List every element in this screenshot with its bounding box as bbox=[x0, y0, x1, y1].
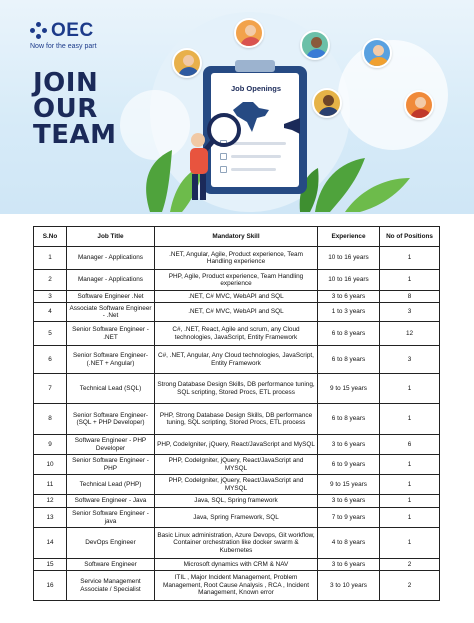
cell-sno: 5 bbox=[34, 322, 67, 346]
cell-sno: 9 bbox=[34, 435, 67, 455]
headline-line-1: JOIN bbox=[33, 68, 99, 98]
table-row bbox=[34, 475, 440, 495]
cell-skill: PHP, CodeIgniter, jQuery, React/JavaScript and MYSQL bbox=[155, 455, 318, 475]
cell-positions: 1 bbox=[380, 508, 440, 528]
cell-job-title: Service Management Associate / Specialist bbox=[67, 571, 155, 601]
cell-sno: 12 bbox=[34, 495, 67, 508]
cell-experience: 1 to 3 years bbox=[318, 303, 380, 322]
cell-experience: 3 to 6 years bbox=[318, 559, 380, 571]
cell-sno: 2 bbox=[34, 270, 67, 291]
avatar-icon bbox=[312, 88, 342, 118]
cell-positions: 1 bbox=[380, 270, 440, 291]
header-job-title: Job Title bbox=[67, 227, 155, 247]
cell-sno: 3 bbox=[34, 291, 67, 303]
cell-skill: C#, .NET, React, Agile and scrum, any Cloud technologies, JavaScript, Entity Framework bbox=[155, 322, 318, 346]
cell-sno: 8 bbox=[34, 404, 67, 435]
megaphone-icon bbox=[282, 118, 302, 134]
cell-job-title: Senior Software Engineer -java bbox=[67, 508, 155, 528]
table-row bbox=[34, 571, 440, 601]
cell-sno: 11 bbox=[34, 475, 67, 495]
cell-sno: 7 bbox=[34, 374, 67, 404]
cell-experience: 6 to 8 years bbox=[318, 322, 380, 346]
magnifier-person-icon bbox=[180, 100, 260, 210]
cell-experience: 7 to 9 years bbox=[318, 508, 380, 528]
cell-positions: 1 bbox=[380, 495, 440, 508]
cell-experience: 3 to 6 years bbox=[318, 291, 380, 303]
cell-skill: .NET, C# MVC, WebAPI and SQL bbox=[155, 303, 318, 322]
cell-job-title: Manager - Applications bbox=[67, 247, 155, 270]
table-row bbox=[34, 322, 440, 346]
clip-icon bbox=[235, 60, 275, 72]
cell-job-title: Software Engineer bbox=[67, 559, 155, 571]
table-row bbox=[34, 291, 440, 303]
table-row bbox=[34, 404, 440, 435]
avatar-icon bbox=[172, 48, 202, 78]
cell-positions: 1 bbox=[380, 455, 440, 475]
cell-skill: PHP, Agile, Product experience, Team Handling experience bbox=[155, 270, 318, 291]
cell-positions: 3 bbox=[380, 346, 440, 374]
cell-experience: 3 to 10 years bbox=[318, 571, 380, 601]
cell-skill: PHP, CodeIgniter, jQuery, React/JavaScript and MYSQL bbox=[155, 475, 318, 495]
cell-job-title: Senior Software Engineer- (.NET + Angular) bbox=[67, 346, 155, 374]
table-row bbox=[34, 455, 440, 475]
cell-job-title: Senior Software Engineer - PHP bbox=[67, 455, 155, 475]
table-row bbox=[34, 270, 440, 291]
cell-skill: .NET, C# MVC, WebAPI and SQL bbox=[155, 291, 318, 303]
cell-positions: 1 bbox=[380, 247, 440, 270]
cell-positions: 1 bbox=[380, 374, 440, 404]
cell-sno: 14 bbox=[34, 528, 67, 559]
cell-skill: Strong Database Design Skills, DB performance tuning, SQL scripting, Stored Procs, ETL process bbox=[155, 374, 318, 404]
cell-sno: 1 bbox=[34, 247, 67, 270]
cell-positions: 2 bbox=[380, 559, 440, 571]
cell-experience: 10 to 16 years bbox=[318, 247, 380, 270]
cell-skill: Basic Linux administration, Azure Devops, Git workflow, Container orchestration like docker swarm & Kubernetes bbox=[155, 528, 318, 559]
table-row bbox=[34, 508, 440, 528]
header-sno: S.No bbox=[34, 227, 67, 247]
cell-positions: 3 bbox=[380, 303, 440, 322]
cell-positions: 2 bbox=[380, 571, 440, 601]
avatar-icon bbox=[234, 18, 264, 48]
hero-banner bbox=[0, 0, 474, 214]
cell-job-title: DevOps Engineer bbox=[67, 528, 155, 559]
cell-sno: 13 bbox=[34, 508, 67, 528]
cell-skill: ITIL , Major Incident Management, Problem Management, Root Cause Analysis , RCA , Incident Management, Known error bbox=[155, 571, 318, 601]
cell-job-title: Senior Software Engineer - .NET bbox=[67, 322, 155, 346]
headline-line-2: OUR bbox=[33, 94, 98, 124]
cell-experience: 6 to 8 years bbox=[318, 404, 380, 435]
cell-experience: 3 to 6 years bbox=[318, 495, 380, 508]
cell-positions: 1 bbox=[380, 404, 440, 435]
cell-sno: 16 bbox=[34, 571, 67, 601]
cell-experience: 6 to 9 years bbox=[318, 455, 380, 475]
avatar-icon bbox=[404, 90, 434, 120]
headline-line-3: TEAM bbox=[33, 120, 117, 150]
brand-name: OEC bbox=[51, 20, 94, 41]
cell-job-title: Senior Software Engineer- (SQL + PHP Developer) bbox=[67, 404, 155, 435]
table-header-row bbox=[34, 227, 440, 247]
avatar-icon bbox=[362, 38, 392, 68]
table-row bbox=[34, 346, 440, 374]
cell-skill: PHP, CodeIgniter, jQuery, React/JavaScript and MySQL bbox=[155, 435, 318, 455]
cell-job-title: Associate Software Engineer - .Net bbox=[67, 303, 155, 322]
job-openings-table bbox=[33, 226, 440, 601]
table-row bbox=[34, 495, 440, 508]
cell-job-title: Manager - Applications bbox=[67, 270, 155, 291]
cell-positions: 8 bbox=[380, 291, 440, 303]
cell-positions: 1 bbox=[380, 475, 440, 495]
table-row bbox=[34, 559, 440, 571]
cell-positions: 12 bbox=[380, 322, 440, 346]
cell-job-title: Software Engineer .Net bbox=[67, 291, 155, 303]
cell-skill: .NET, Angular, Agile, Product experience, Team Handling experience bbox=[155, 247, 318, 270]
header-experience: Experience bbox=[318, 227, 380, 247]
cell-skill: C#, .NET, Angular, Any Cloud technologies, JavaScript, Entity Framework bbox=[155, 346, 318, 374]
cell-experience: 3 to 6 years bbox=[318, 435, 380, 455]
cell-experience: 4 to 8 years bbox=[318, 528, 380, 559]
cell-skill: Microsoft dynamics with CRM & NAV bbox=[155, 559, 318, 571]
cell-sno: 6 bbox=[34, 346, 67, 374]
cell-experience: 9 to 15 years bbox=[318, 374, 380, 404]
cell-skill: PHP, Strong Database Design Skills, DB performance tuning, SQL scripting, Stored Procs, ETL process bbox=[155, 404, 318, 435]
cell-job-title: Technical Lead (SQL) bbox=[67, 374, 155, 404]
cell-positions: 1 bbox=[380, 528, 440, 559]
cell-skill: Java, Spring Framework, SQL bbox=[155, 508, 318, 528]
cell-experience: 9 to 15 years bbox=[318, 475, 380, 495]
cell-experience: 6 to 8 years bbox=[318, 346, 380, 374]
table-row bbox=[34, 247, 440, 270]
table-row bbox=[34, 374, 440, 404]
cell-sno: 15 bbox=[34, 559, 67, 571]
header-positions: No of Positions bbox=[380, 227, 440, 247]
cell-job-title: Software Engineer - Java bbox=[67, 495, 155, 508]
cell-experience: 10 to 16 years bbox=[318, 270, 380, 291]
cell-positions: 6 bbox=[380, 435, 440, 455]
cell-job-title: Software Engineer - PHP Developer bbox=[67, 435, 155, 455]
cell-skill: Java, SQL, Spring framework bbox=[155, 495, 318, 508]
table-row bbox=[34, 303, 440, 322]
cell-sno: 10 bbox=[34, 455, 67, 475]
brand-tagline: Now for the easy part bbox=[30, 43, 97, 50]
cell-sno: 4 bbox=[34, 303, 67, 322]
cell-job-title: Technical Lead (PHP) bbox=[67, 475, 155, 495]
table-row bbox=[34, 528, 440, 559]
job-openings-title: Job Openings bbox=[230, 84, 281, 93]
table-row bbox=[34, 435, 440, 455]
header-mandatory-skill: Mandatory Skill bbox=[155, 227, 318, 247]
avatar-icon bbox=[300, 30, 330, 60]
